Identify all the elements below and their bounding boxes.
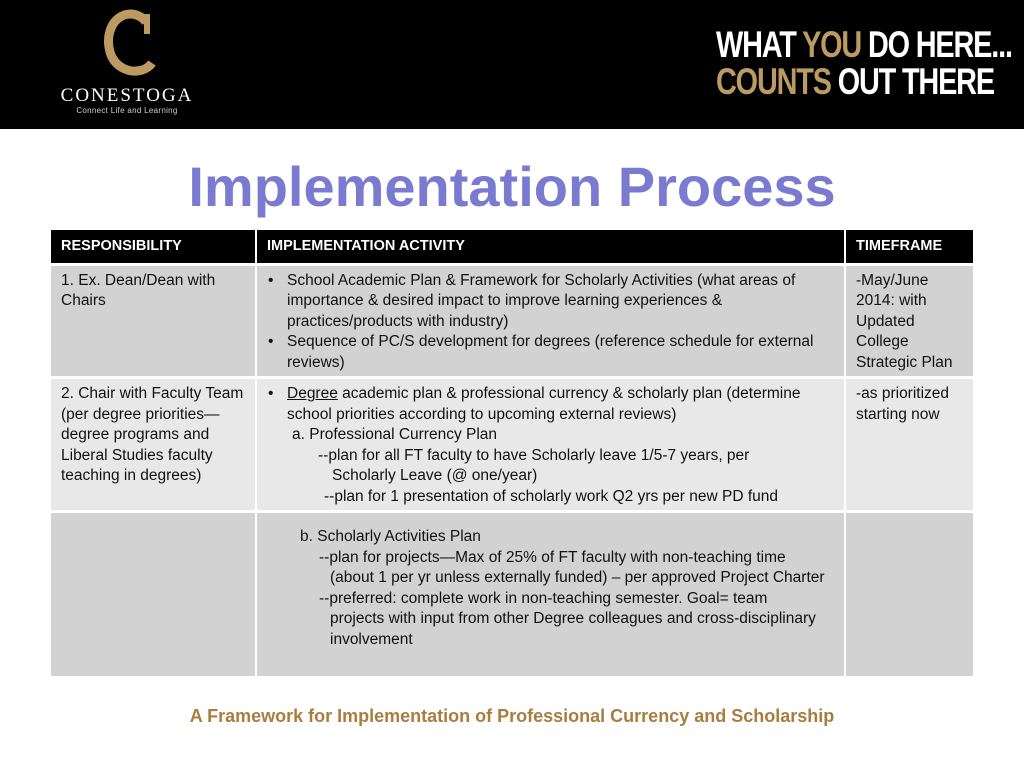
bullet-text: academic plan & professional currency & scholarly plan (determine school priorities according to upcoming external reviews) [287, 385, 801, 423]
timeframe-cell [845, 512, 973, 676]
slogan-line-1 [716, 24, 1012, 65]
slogan-part-highlight: COUNTS [716, 61, 831, 102]
table-row [51, 512, 973, 676]
column-header-timeframe: TIMEFRAME [845, 230, 973, 264]
timeframe-cell: -as prioritized starting now [845, 378, 973, 512]
sub-item-line: --plan for all FT faculty to have Scholarly leave 1/5-7 years, per [318, 446, 750, 464]
timeframe-cell: -May/June 2014: with Updated College Strategic Plan [845, 264, 973, 378]
slide-title: Implementation Process [188, 155, 836, 218]
sub-item-line: (about 1 per yr unless externally funded) – per approved Project Charter [330, 569, 825, 586]
sub-heading: a. Professional Currency Plan [292, 426, 498, 443]
column-header-activity: IMPLEMENTATION ACTIVITY [256, 230, 845, 264]
activity-list [267, 271, 835, 374]
activity-list [267, 384, 835, 425]
responsibility-cell: 1. Ex. Dean/Dean with Chairs [51, 264, 256, 378]
footer-caption: A Framework for Implementation of Professional Currency and Scholarship [189, 706, 835, 726]
slogan-part: DO HERE... [861, 24, 1012, 65]
list-item [267, 384, 835, 425]
sub-item-line: Scholarly Leave (@ one/year) [332, 467, 538, 484]
slogan-part: WHAT [716, 24, 803, 65]
sub-item-line: projects with input from other Degree colleagues and cross-disciplinary involvement [330, 610, 816, 648]
sub-heading: b. Scholarly Activities Plan [300, 528, 481, 545]
table-row [51, 264, 973, 378]
header-banner [0, 0, 1024, 129]
logo-tagline: Connect Life and Learning [76, 106, 178, 115]
list-item: • Sequence of PC/S development for degrees (reference schedule for external reviews) [267, 332, 835, 373]
activity-cell [256, 264, 845, 378]
responsibility-cell: 2. Chair with Faculty Team (per degree priorities—degree programs and Liberal Studies faculty teaching in degrees) [51, 378, 256, 512]
column-header-responsibility: RESPONSIBILITY [51, 230, 256, 264]
sub-item-line: --plan for projects—Max of 25% of FT faculty with non-teaching time [319, 548, 786, 566]
slogan-line-2 [716, 61, 994, 102]
activity-cell [256, 512, 845, 676]
sub-item [267, 589, 835, 651]
slogan [716, 24, 1012, 102]
sub-item: --plan for 1 presentation of scholarly work Q2 yrs per new PD fund [324, 487, 779, 505]
activity-cell [256, 378, 845, 512]
sub-item-line: --preferred: complete work in non-teaching semester. Goal= team [319, 589, 768, 607]
slogan-part: OUT THERE [830, 61, 994, 102]
slogan-part-highlight: YOU [802, 24, 862, 65]
table-row [51, 378, 973, 512]
sub-item [267, 446, 835, 487]
list-item: • School Academic Plan & Framework for Scholarly Activities (what areas of importance & desired impact to improve learning experiences & practices/products with industry) [267, 271, 835, 333]
implementation-table [51, 230, 973, 676]
sub-item [267, 548, 835, 589]
table-header-row [51, 230, 973, 264]
underlined-term: Degree [287, 385, 338, 402]
responsibility-cell [51, 512, 256, 676]
conestoga-logo-icon [98, 8, 160, 76]
logo-name: CONESTOGA [60, 85, 194, 106]
